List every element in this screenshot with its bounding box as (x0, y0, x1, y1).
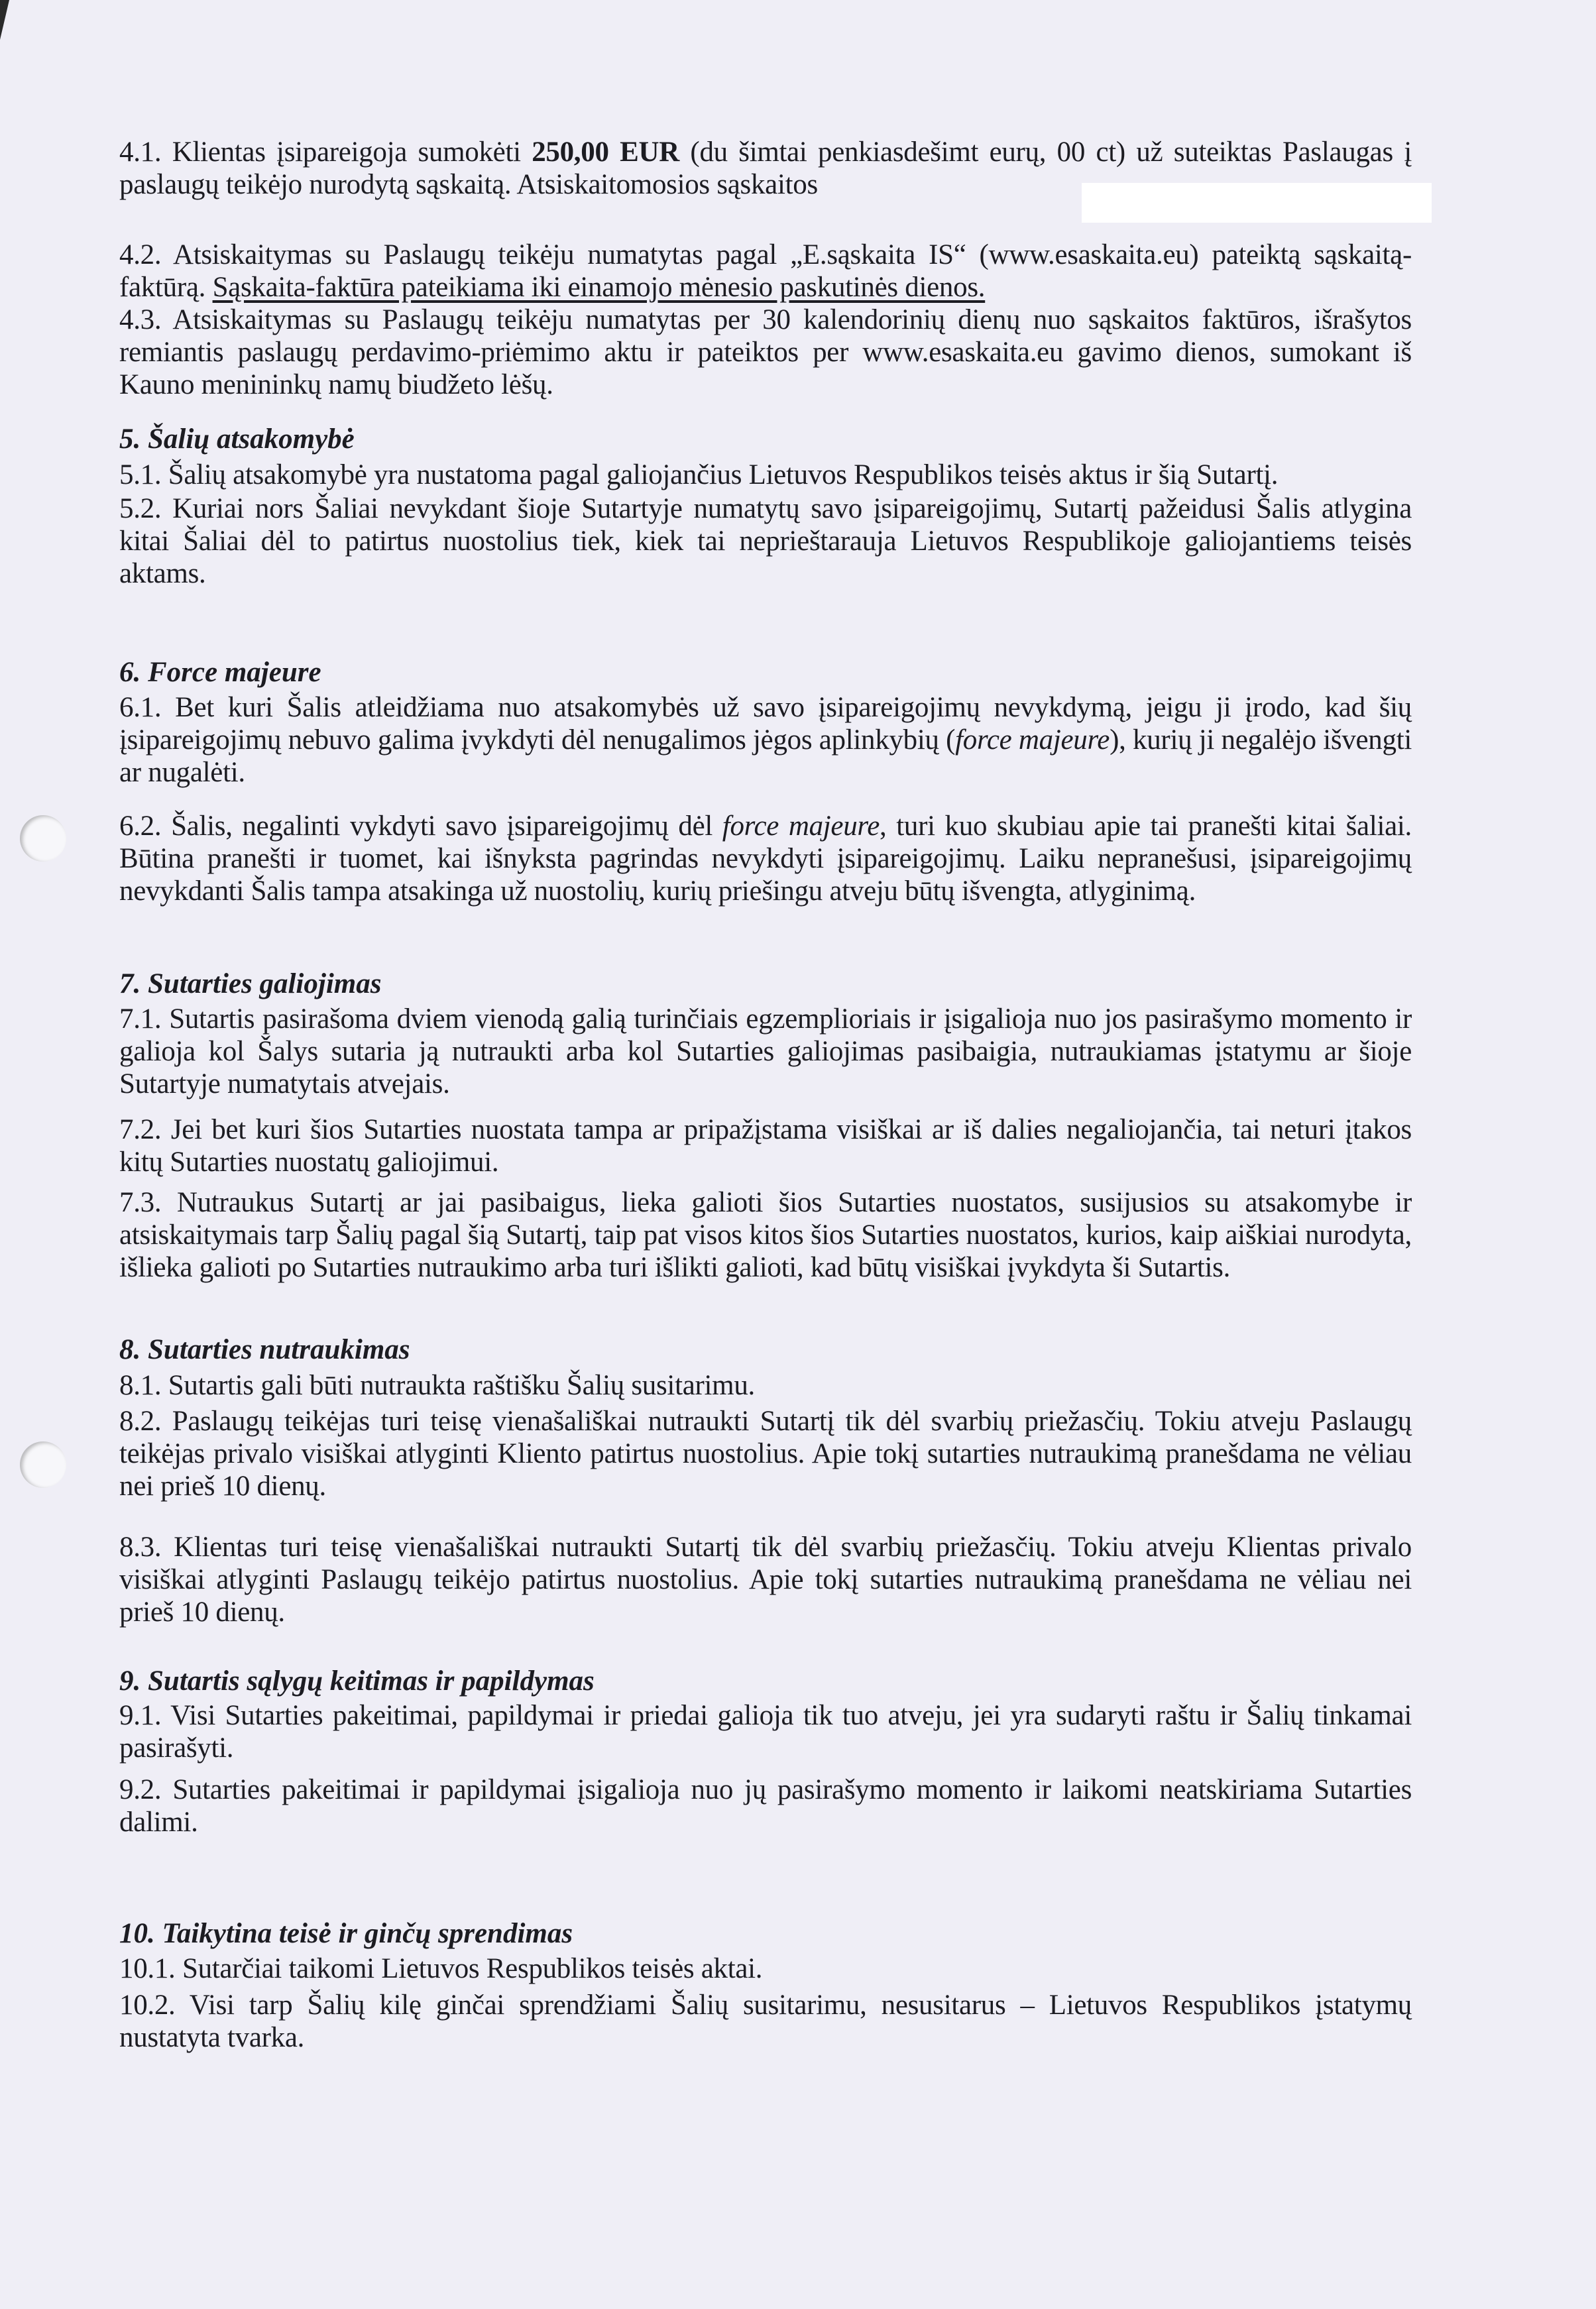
section-10-heading: 10. Taikytina teisė ir ginčų sprendimas (119, 1918, 573, 1949)
underlined-text: Sąskaita-faktūra pateikiama iki einamojo mėnesio paskutinės dienos. (212, 272, 986, 303)
clause-8-2: 8.2. Paslaugų teikėjas turi teisę vienašališkai nutraukti Sutartį tik dėl svarbių priežasčių. Tokiu atveju Paslaugų teikėjas privalo visiškai atlyginti Kliento patirtus nuostolius. Apie tokį sutarties nutraukimą pranešdama ne vėliau nei prieš 10 dienų. (119, 1406, 1412, 1502)
scan-corner-shadow (0, 0, 9, 40)
punch-hole-bottom (20, 1441, 66, 1488)
section-9-heading: 9. Sutartis sąlygų keitimas ir papildymas (119, 1665, 595, 1697)
clause-7-2: 7.2. Jei bet kuri šios Sutarties nuostata tampa ar pripažįstama visiškai ar iš dalies negaliojančia, tai neturi įtakos kitų Sutarties nuostatų galiojimui. (119, 1114, 1412, 1178)
clause-6-1 (119, 691, 1412, 789)
amount: 250,00 EUR (532, 137, 679, 168)
clause-5-1: 5.1. Šalių atsakomybė yra nustatoma pagal galiojančius Lietuvos Respublikos teisės aktus ir šią Sutartį. (119, 459, 1279, 490)
section-6-heading: 6. Force majeure (119, 657, 321, 688)
clause-4-3: 4.3. Atsiskaitymas su Paslaugų teikėju numatytas per 30 kalendorinių dienų nuo sąskaitos faktūros, išrašytos remiantis paslaugų perdavimo-priėmimo aktu ir pateiktos per www.esaskaita.eu gavimo dienos, sumokant iš Kauno menininkų namų biudžeto lėšų. (119, 304, 1412, 400)
clause-8-1: 8.1. Sutartis gali būti nutraukta raštišku Šalių susitarimu. (119, 1370, 755, 1401)
clause-4-2 (119, 239, 1412, 304)
clause-text: (du šimtai penkiasdešimt eurų, 00 ct) už suteiktas Paslaugas į paslaugų teikėjo nurodytą sąskaitą. Atsiskaitomosios sąskaitos (119, 137, 1412, 200)
clause-text: 6.1. Bet kuri Šalis atleidžiama nuo atsakomybės už savo įsipareigojimų nevykdymą, jeigu ji įrodo, kad šių įsipareigojimų nebuvo galima įvykdyti dėl nenugalimos jėgos aplinkybių ( (119, 692, 1412, 756)
punch-hole-top (20, 815, 66, 862)
italic-term: force majeure (955, 724, 1110, 756)
section-7-heading: 7. Sutarties galiojimas (119, 968, 382, 999)
clause-text: 4.2. Atsiskaitymas su Paslaugų teikėju numatytas pagal „E.sąskaita IS“ (www.esaskaita.eu) pateiktą sąskaitą-faktūrą. (119, 239, 1412, 303)
section-8-heading: 8. Sutarties nutraukimas (119, 1334, 410, 1365)
clause-text: 4.1. Klientas įsipareigoja sumokėti (119, 137, 532, 168)
clause-5-2: 5.2. Kuriai nors Šaliai nevykdant šioje Sutartyje numatytų savo įsipareigojimų, Sutartį pažeidusi Šalis atlygina kitai Šaliai dėl to patirtus nuostolius tiek, kiek tai neprieštarauja Lietuvos Respublikoje galiojantiems teisės aktams. (119, 493, 1412, 589)
clause-7-1: 7.1. Sutartis pasirašoma dviem vienodą galią turinčiais egzemplioriais ir įsigalioja nuo jos pasirašymo momento ir galioja kol Šalys sutaria ją nutraukti arba kol Sutarties galiojimas pasibaigia, nutraukiamas įstatymu ar šioje Sutartyje numatytais atvejais. (119, 1003, 1412, 1099)
clause-7-3: 7.3. Nutraukus Sutartį ar jai pasibaigus, lieka galioti šios Sutarties nuostatos, susijusios su atsakomybe ir atsiskaitymais tarp Šalių pagal šią Sutartį, taip pat visos kitos šios Sutarties nuostatos, kurios, kaip aiškiai nurodyta, išlieka galioti po Sutarties nutraukimo arba turi išlikti galioti, kad būtų visiškai įvykdyta ši Sutartis. (119, 1187, 1412, 1283)
clause-10-2: 10.2. Visi tarp Šalių kilę ginčai sprendžiami Šalių susitarimu, nesusitarus – Lietuvos Respublikos įstatymų nustatyta tvarka. (119, 1990, 1412, 2053)
clause-text: , turi kuo skubiau apie tai pranešti kitai šaliai. Būtina pranešti ir tuomet, kai išnyksta pagrindas nevykdyti įsipareigojimų. Laiku nepranešusi, įsipareigojimų nevykdanti Šalis tampa atsakinga už nuostolių, kurių priešingu atveju būtų išvengta, atlyginimą. (119, 811, 1412, 907)
clause-6-2 (119, 810, 1412, 907)
clause-9-2: 9.2. Sutarties pakeitimai ir papildymai įsigalioja nuo jų pasirašymo momento ir laikomi neatskiriama Sutarties dalimi. (119, 1774, 1412, 1838)
clause-9-1: 9.1. Visi Sutarties pakeitimai, papildymai ir priedai galioja tik tuo atveju, jei yra sudaryti raštu ir Šalių tinkamai pasirašyti. (119, 1700, 1412, 1764)
clause-10-1: 10.1. Sutarčiai taikomi Lietuvos Respublikos teisės aktai. (119, 1953, 763, 1984)
clause-8-3: 8.3. Klientas turi teisę vienašališkai nutraukti Sutartį tik dėl svarbių priežasčių. Tokiu atveju Klientas privalo visiškai atlyginti Paslaugų teikėjo patirtus nuostolius. Apie tokį sutarties nutraukimą pranešdama ne vėliau nei prieš 10 dienų. (119, 1532, 1412, 1628)
clause-text: ), kurių ji negalėjo išvengti ar nugalėti. (119, 724, 1412, 788)
section-5-heading: 5. Šalių atsakomybė (119, 423, 355, 455)
italic-term: force majeure (722, 811, 880, 842)
clause-text: 6.2. Šalis, negalinti vykdyti savo įsipareigojimų dėl (119, 811, 722, 842)
redacted-account-number (1082, 183, 1432, 223)
